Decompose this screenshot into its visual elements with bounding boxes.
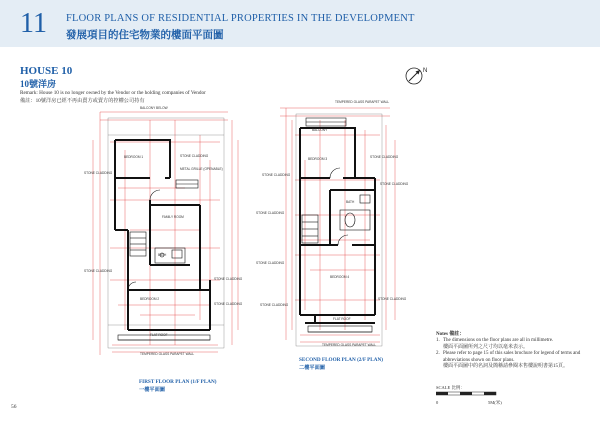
first-floor-plan xyxy=(84,106,243,356)
note-number: 1. xyxy=(436,338,440,344)
fl2-bedroom-3: BEDROOM 3 xyxy=(308,157,328,161)
remark-zh: 備註：10號洋房已經不再由賣方或賣方的控權公司持有 xyxy=(20,98,145,104)
fl2-stone-cladding-g: STONE CLADDING xyxy=(378,297,407,301)
fl2-bedroom-4: BEDROOM 4 xyxy=(330,275,350,279)
fl2-tempered-glass-top: TEMPERED GLASS PARAPET WALL xyxy=(335,100,390,104)
note-text-en: Please refer to page 15 of this sales brochure for legend of terms and abbreviations shown on floor plans. xyxy=(443,351,581,363)
chapter-number: 11 xyxy=(20,8,47,39)
fl1-tempered-glass: TEMPERED GLASS PARAPET WALL xyxy=(140,352,195,356)
fl2-stone-cladding-a: STONE CLADDING xyxy=(370,155,399,159)
note-item xyxy=(436,351,586,370)
scale-end: 5M(米) xyxy=(488,400,502,405)
house-title-zh: 10號洋房 xyxy=(20,79,57,89)
second-floor-caption-zh: 二樓平面圖 xyxy=(299,365,325,371)
scale-start: 0 xyxy=(436,400,439,405)
note-text-zh: 樓面平面圖中的名詞及簡稱請參閱本售樓說明書第15頁。 xyxy=(443,364,569,370)
note-text-en: The dimensions on the floor plans are all in millimetre. xyxy=(443,338,554,344)
fl2-stone-cladding-d: STONE CLADDING xyxy=(256,211,285,215)
scale-bar xyxy=(436,385,506,406)
fl2-stone-cladding-b: STONE CLADDING xyxy=(262,173,291,177)
scale-label: SCALE 比例： xyxy=(436,385,465,390)
fl1-bedroom-1: BEDROOM 1 xyxy=(124,155,144,159)
fl1-bath: BATH xyxy=(158,253,167,257)
second-floor-caption-en: SECOND FLOOR PLAN (2/F PLAN) xyxy=(299,357,383,363)
note-item xyxy=(436,338,586,351)
fl2-stone-cladding-f: STONE CLADDING xyxy=(260,303,289,307)
second-floor-plan xyxy=(256,100,409,347)
fl1-flat-roof: FLAT ROOF xyxy=(150,333,168,337)
fl2-tempered-glass-bottom: TEMPERED GLASS PARAPET WALL xyxy=(322,343,377,347)
chapter-title-en: FLOOR PLANS OF RESIDENTIAL PROPERTIES IN THE DEVELOPMENT xyxy=(66,13,415,24)
fl2-bath: BATH xyxy=(346,200,355,204)
fl1-stone-cladding-c: STONE CLADDING xyxy=(84,269,113,273)
note-number: 2. xyxy=(436,351,440,357)
remark-en: Remark: House 10 is no longer owned by the Vendor or the holding companies of Vendor xyxy=(20,90,206,96)
scale-ruler-icon xyxy=(436,391,506,399)
fl1-stone-cladding-b: STONE CLADDING xyxy=(84,171,113,175)
fl1-bedroom-2: BEDROOM 2 xyxy=(140,297,160,301)
chapter-title-zh: 發展項目的住宅物業的樓面平面圖 xyxy=(66,30,224,41)
fl2-balcony: BALCONY xyxy=(312,128,328,132)
fl2-stone-cladding-c: STONE CLADDING xyxy=(380,182,409,186)
fl2-flat-roof: FLAT ROOF xyxy=(333,317,351,321)
first-floor-caption-en: FIRST FLOOR PLAN (1/F PLAN) xyxy=(139,379,217,385)
page-number: 56 xyxy=(11,404,17,410)
fl1-family-room: FAMILY ROOM xyxy=(162,215,184,219)
house-title-en: HOUSE 10 xyxy=(20,65,73,77)
north-label: N xyxy=(423,68,428,74)
fl1-balcony-below: BALCONY BELOW xyxy=(140,106,168,110)
fl1-stone-cladding-e: STONE CLADDING xyxy=(214,302,243,306)
notes xyxy=(436,332,586,370)
note-text-zh: 樓面平面圖所列之尺寸均以毫米表示。 xyxy=(443,344,529,350)
first-floor-caption-zh: 一樓平面圖 xyxy=(139,387,165,393)
notes-title: Notes 備註： xyxy=(436,332,465,337)
fl1-stone-cladding-a: STONE CLADDING xyxy=(180,154,209,158)
fl1-metal-grille: METAL GRILLE (OPENABLE) xyxy=(180,167,223,171)
fl1-stone-cladding-d: STONE CLADDING xyxy=(214,277,243,281)
fl2-stone-cladding-e: STONE CLADDING xyxy=(256,261,285,265)
